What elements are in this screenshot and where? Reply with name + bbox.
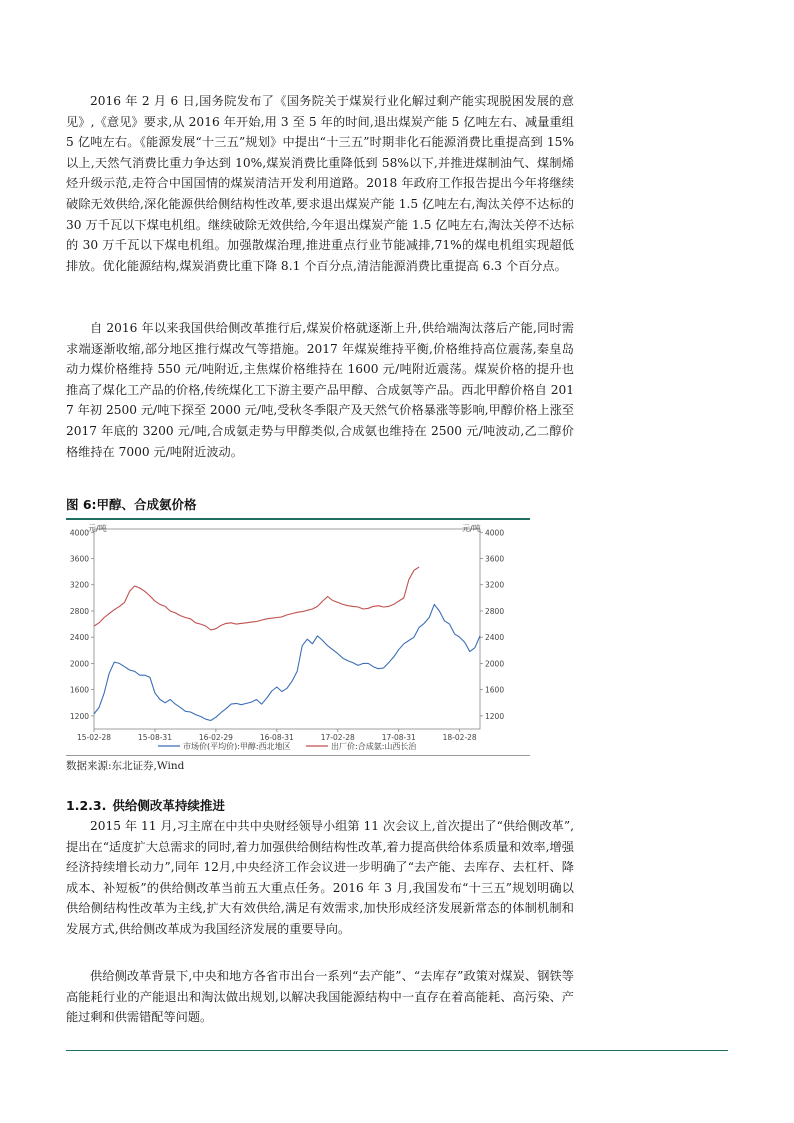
x-tick-label: 15-02-28 — [76, 733, 112, 742]
paragraph-supply-side-reform: 2015 年 11 月,习主席在中共中央财经领导小组第 11 次会议上,首次提出了“供给侧改革”,提出在“适度扩大总需求的同时,着力加强供给侧结构性改革,着力提高供给体系质量和效率,增强经济持续增长动力”,同年 12月,中央经济工作会议进一步明确了“去产能、去库存、去杠杆、降成本、补短板”的供给侧改革当前五大重点任务。2016 年 3 月,我国发布“十三五”规划明确以供给侧结构性改革为主线,扩大有效供给,满足有效需求,加快形成经济发展新常态的体制机制和发展方式,供给侧改革成为我国经济发展的重要导向。 — [66, 819, 574, 936]
y-left-tick-label: 4000 — [69, 528, 89, 538]
y-right-tick-label: 2400 — [485, 633, 505, 643]
y-right-tick-label: 2000 — [485, 659, 505, 669]
legend — [158, 741, 417, 751]
y-left-tick-label: 3200 — [69, 580, 89, 590]
y-right-unit: 元/吨 — [462, 524, 481, 533]
x-tick-label: 17-08-31 — [381, 733, 416, 742]
y-left-unit: 元/吨 — [88, 524, 107, 533]
x-tick-label: 16-08-31 — [259, 733, 294, 742]
section-title: 供给侧改革持续推进 — [112, 798, 225, 813]
y-right-tick-label: 3600 — [485, 554, 505, 564]
y-left-tick-label: 2400 — [69, 633, 89, 643]
paragraph-coal-policy: 2016 年 2 月 6 日,国务院发布了《国务院关于煤炭行业化解过剩产能实现脱困发展的意见》,《意见》要求,从 2016 年开始,用 3 至 5 年的时间,退出煤炭产能 5 亿吨左右、减量重组 5 亿吨左右。《能源发展“十三五”规划》中提出“十三五”时期非化石能源消费比重提高到 15%以上,天然气消费比重力争达到 10%,煤炭消费比重降低到 58%以下,并推进煤制油气、煤制烯烃升级示范,走符合中国国情的煤炭清洁开发利用道路。2018 年政府工作报告提出今年将继续破除无效供给,深化能源供给侧结构性改革,要求退出煤炭产能 1.5 亿吨左右,淘汰关停不达标的 30 万千瓦以下煤电机组。继续破除无效供给,今年退出煤炭产能 1.5 亿吨左右,淘汰关停不达标的 30 万千瓦以下煤电机组。加强散煤治理,推进重点行业节能减排,71%的煤电机组实现超低排放。优化能源结构,煤炭消费比重下降 8.1 个百分点,清洁能源消费比重提高 6.3 个百分点。 — [66, 94, 574, 273]
legend-label-ammonia: 出厂价:合成氨:山西长治 — [331, 742, 417, 751]
paragraph-capacity-exit: 供给侧改革背景下,中央和地方各省市出台一系列“去产能”、“去库存”政策对煤炭、钢铁等高能耗行业的产能退出和淘汰做出规划,以解决我国能源结构中一直存在着高能耗、高污染、产能过剩和供需错配等问题。 — [66, 969, 574, 1025]
chart-svg — [66, 519, 530, 758]
y-right-tick-label: 2800 — [485, 606, 505, 616]
x-tick-label: 16-02-29 — [198, 733, 233, 742]
figure-title: 图 6:甲醇、合成氨价格 — [66, 495, 530, 520]
section-number: 1.2.3. — [66, 798, 107, 813]
y-right-tick-label: 3200 — [485, 580, 505, 590]
y-left-tick-label: 2800 — [69, 606, 89, 616]
data-source: 数据来源:东北证券,Wind — [66, 755, 530, 773]
footer-divider — [66, 1050, 728, 1051]
section-heading — [66, 796, 225, 814]
x-tick-label: 15-08-31 — [137, 733, 172, 742]
chart-methanol-ammonia — [66, 519, 530, 758]
y-left-tick-label: 1600 — [69, 685, 89, 695]
y-right-tick-label: 1200 — [485, 711, 505, 721]
y-left-tick-label: 2000 — [69, 659, 89, 669]
x-tick-label: 18-02-28 — [442, 733, 477, 742]
y-left-tick-label: 1200 — [69, 711, 89, 721]
legend-label-methanol: 市场价(平均价):甲醇:西北地区 — [183, 742, 291, 751]
x-tick-label: 17-02-28 — [320, 733, 355, 742]
paragraph-coal-price: 自 2016 年以来我国供给侧改革推行后,煤炭价格就逐渐上升,供给端淘汰落后产能,同时需求端逐渐收缩,部分地区推行煤改气等措施。2017 年煤炭维持平衡,价格维持高位震荡,秦皇岛动力煤价格维持 550 元/吨附近,主焦煤价格维持在 1600 元/吨附近震荡。煤炭价格的提升也推高了煤化工产品的价格,传统煤化工下游主要产品甲醇、合成氨等产品。西北甲醇价格自 2017 年初 2500 元/吨下探至 2000 元/吨,受秋冬季限产及天然气价格暴涨等影响,甲醇价格上涨至 2017 年底的 3200 元/吨,合成氨走势与甲醇类似,合成氨也维持在 2500 元/吨波动,乙二醇价格维持在 7000 元/吨附近波动。 — [66, 321, 574, 459]
y-right-tick-label: 1600 — [485, 685, 505, 695]
y-left-tick-label: 3600 — [69, 554, 89, 564]
plot-frame — [94, 529, 480, 729]
y-right-tick-label: 4000 — [485, 528, 505, 538]
